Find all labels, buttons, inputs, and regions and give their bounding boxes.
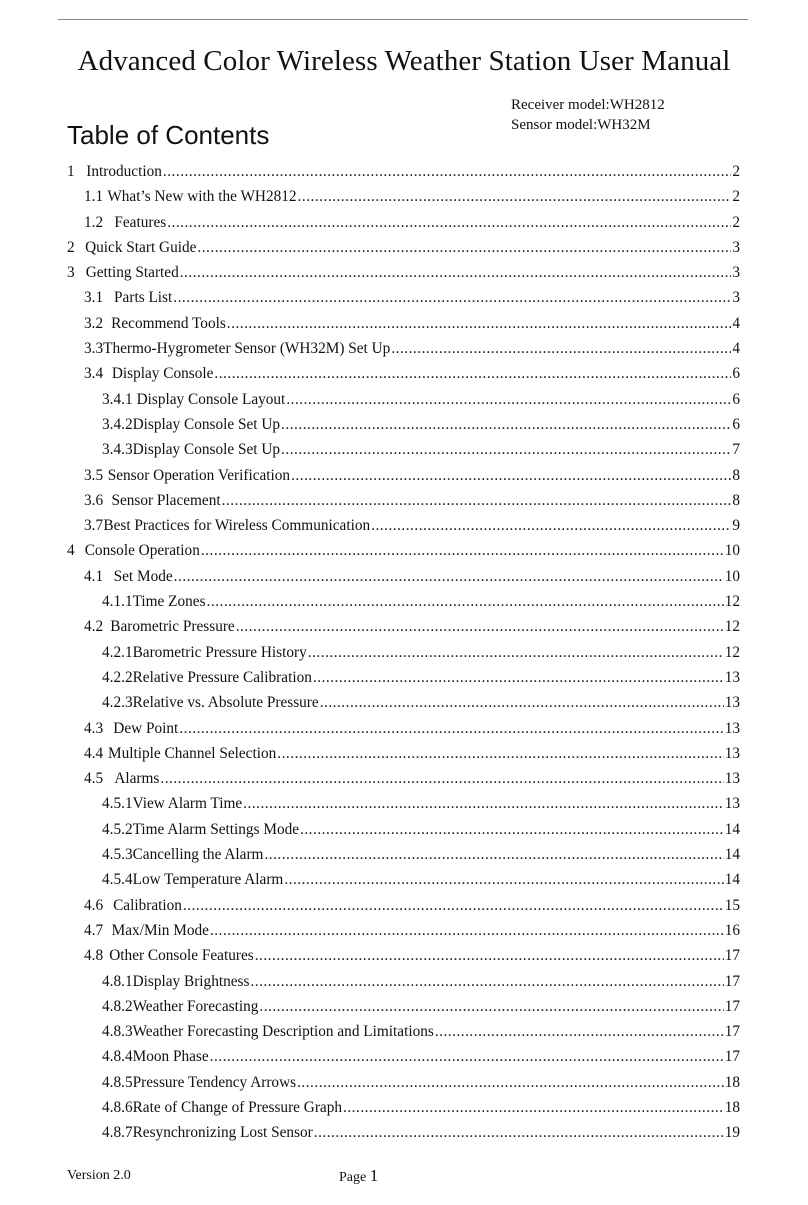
toc-entry-page: 16 [724, 921, 740, 939]
toc-entry-number: 4.2.2 [102, 668, 133, 686]
toc-entry-number: 3.2 [84, 314, 104, 332]
toc-entry-title[interactable]: Multiple Channel Selection [108, 744, 277, 762]
toc-entry-title[interactable]: Rate of Change of Pressure Graph [132, 1098, 343, 1116]
toc-dot-leader [210, 1048, 724, 1066]
toc-entry-page: 3 [732, 289, 740, 307]
toc-entry[interactable] [67, 973, 740, 998]
toc-entry-number: 4.2.3 [102, 694, 133, 712]
footer-page [339, 1166, 378, 1186]
toc-entry-page: 17 [724, 997, 740, 1015]
toc-dot-leader [163, 163, 731, 181]
toc-entry[interactable] [67, 897, 740, 922]
toc-entry[interactable] [67, 188, 740, 213]
toc-entry[interactable] [67, 593, 740, 618]
toc-entry-number: 3.4.3 [102, 441, 133, 459]
toc-entry-number: 4.5 [84, 770, 104, 788]
toc-entry-page: 12 [724, 618, 740, 636]
toc-entry[interactable] [67, 365, 740, 390]
toc-dot-leader [286, 391, 731, 409]
toc-entry[interactable] [67, 264, 740, 289]
document-title: Advanced Color Wireless Weather Station User Manual [77, 45, 731, 77]
toc-entry-number: 4 [67, 542, 75, 560]
toc-entry-page: 13 [724, 668, 740, 686]
toc-dot-leader [371, 517, 731, 535]
toc-dot-leader [435, 1023, 724, 1041]
toc-entry-number: 4.5.2 [102, 820, 133, 838]
toc-entry-number: 4.8.5 [102, 1073, 133, 1091]
toc-entry-number: 4.2.1 [102, 643, 133, 661]
toc-entry-number: 3.4 [84, 365, 104, 383]
toc-dot-leader [227, 315, 732, 333]
toc-entry-number: 4.8.4 [102, 1048, 133, 1066]
toc-entry-title[interactable]: Quick Start Guide [85, 238, 197, 256]
toc-entry-number: 4.5.4 [102, 871, 133, 889]
toc-entry-title[interactable]: Barometric Pressure [110, 618, 235, 636]
toc-entry-number: 4.8.2 [102, 997, 133, 1015]
toc-entry-title[interactable]: Time Alarm Settings Mode [132, 820, 300, 838]
toc-entry-title[interactable]: Dew Point [113, 719, 179, 737]
toc-entry-title[interactable]: Display Console Layout [136, 390, 286, 408]
toc-dot-leader [313, 669, 724, 687]
toc-entry-page: 18 [724, 1073, 740, 1091]
toc-entry[interactable] [67, 745, 740, 770]
toc-entry[interactable] [67, 947, 740, 972]
footer-version: Version 2.0 [67, 1168, 131, 1183]
toc-entry[interactable] [67, 1023, 740, 1048]
toc-entry-number: 4.3 [84, 719, 104, 737]
toc-entry-title[interactable]: Thermo-Hygrometer Sensor (WH32M) Set Up [103, 340, 391, 358]
toc-entry-page: 17 [724, 1023, 740, 1041]
toc-entry-number: 4.8.7 [102, 1124, 133, 1142]
toc-entry-number: 4.8.3 [102, 1023, 133, 1041]
toc-dot-leader [174, 568, 724, 586]
toc-dot-leader [210, 922, 724, 940]
toc-entry[interactable] [67, 568, 740, 593]
toc-entry-page: 13 [724, 694, 740, 712]
toc-entry[interactable] [67, 618, 740, 643]
toc-dot-leader [281, 441, 731, 459]
toc-entry-page: 14 [724, 820, 740, 838]
toc-entry-title[interactable]: Parts List [114, 289, 173, 307]
toc-dot-leader [222, 492, 732, 510]
toc-entry[interactable] [67, 1099, 740, 1124]
toc-dot-leader [255, 947, 724, 965]
toc-dot-leader [314, 1124, 724, 1142]
toc-entry-title[interactable]: Pressure Tendency Arrows [132, 1073, 297, 1091]
toc-entry[interactable] [67, 214, 740, 239]
toc-dot-leader [173, 289, 731, 307]
toc-entry-number: 1.1 [84, 188, 104, 206]
toc-entry-title[interactable]: Relative Pressure Calibration [132, 668, 312, 686]
toc-dot-leader [281, 416, 731, 434]
toc-dot-leader [214, 365, 731, 383]
toc-entry-title[interactable]: Weather Forecasting Description and Limitations [132, 1023, 434, 1041]
toc-entry-number: 3.7 [84, 517, 104, 535]
toc-entry-page: 6 [732, 415, 740, 433]
toc-entry[interactable] [67, 492, 740, 517]
toc-dot-leader [298, 188, 732, 206]
toc-entry-page: 4 [732, 340, 740, 358]
toc-dot-leader [236, 618, 724, 636]
toc-entry-page: 2 [732, 163, 740, 180]
toc-entry-title[interactable]: Time Zones [132, 593, 206, 611]
toc-entry-number: 4.8.1 [102, 972, 133, 990]
toc-entry-page: 3 [732, 264, 740, 282]
toc-entry-title[interactable]: Recommend Tools [111, 314, 226, 332]
toc-entry[interactable] [67, 644, 740, 669]
toc-entry[interactable] [67, 467, 740, 492]
toc-entry-number: 4.1 [84, 567, 104, 585]
toc-entry-title[interactable]: Cancelling the Alarm [132, 846, 264, 864]
toc-entry-page: 19 [724, 1124, 740, 1142]
toc-entry[interactable] [67, 1048, 740, 1073]
toc-dot-leader [300, 821, 724, 839]
toc-entry-page: 14 [724, 871, 740, 889]
toc-entry[interactable] [67, 441, 740, 466]
toc-entry[interactable] [67, 871, 740, 896]
toc-entry[interactable] [67, 720, 740, 745]
toc-entry-number: 4.5.1 [102, 795, 133, 813]
toc-entry-page: 14 [724, 846, 740, 864]
toc-entry-title[interactable]: Set Mode [113, 567, 173, 585]
toc-entry-title[interactable]: Sensor Operation Verification [107, 466, 291, 484]
toc-entry-title[interactable]: Other Console Features [109, 947, 254, 965]
toc-entry[interactable] [67, 315, 740, 340]
toc-entry[interactable] [67, 340, 740, 365]
toc-entry-page: 3 [732, 238, 740, 256]
toc-entry-number: 2 [67, 238, 75, 256]
toc-entry-title[interactable]: Getting Started [85, 264, 179, 282]
toc-entry-page: 15 [724, 896, 740, 914]
toc-entry-page: 10 [724, 567, 740, 585]
toc-entry-number: 4.7 [84, 921, 104, 939]
toc-entry-number: 3.6 [84, 491, 104, 509]
toc-entry-number: 4.8.6 [102, 1098, 133, 1116]
toc-entry-title[interactable]: Max/Min Mode [111, 921, 209, 939]
toc-entry[interactable] [67, 998, 740, 1023]
toc-entry-number: 3.3 [84, 340, 104, 358]
toc-entry-page: 6 [732, 365, 740, 383]
toc-dot-leader [343, 1099, 724, 1117]
toc-entry[interactable] [67, 694, 740, 719]
toc-entry-title[interactable]: What’s New with the WH2812 [107, 188, 297, 206]
toc-dot-leader [183, 897, 724, 915]
toc-entry-title[interactable]: Moon Phase [132, 1048, 209, 1066]
toc-entry-page: 6 [732, 390, 740, 408]
toc-entry[interactable] [67, 542, 740, 567]
toc-entry-number: 4.8 [84, 947, 104, 965]
toc-entry[interactable] [67, 1124, 740, 1149]
toc-dot-leader [207, 593, 724, 611]
toc-dot-leader [277, 745, 723, 763]
toc-dot-leader [180, 264, 732, 282]
toc-dot-leader [297, 1074, 724, 1092]
toc-entry-number: 3 [67, 264, 75, 282]
model-info [511, 95, 665, 135]
toc-entry-number: 3.1 [84, 289, 104, 307]
toc-entry-number: 4.4 [84, 744, 104, 762]
toc-entry-number: 4.6 [84, 896, 104, 914]
toc-dot-leader [160, 770, 723, 788]
header-rule [58, 19, 748, 20]
toc-entry[interactable] [67, 391, 740, 416]
toc-entry-title[interactable]: Alarms [114, 770, 160, 788]
toc-entry[interactable] [67, 163, 740, 188]
toc-entry-title[interactable]: Sensor Placement [111, 491, 221, 509]
toc-entry[interactable] [67, 289, 740, 314]
toc-dot-leader [264, 846, 723, 864]
toc-dot-leader [250, 973, 723, 991]
toc-entry-page: 13 [724, 770, 740, 788]
toc-entry-title[interactable]: Display Console Set Up [132, 415, 281, 433]
toc-entry-page: 9 [732, 517, 740, 535]
toc-entry[interactable] [67, 821, 740, 846]
toc-dot-leader [259, 998, 723, 1016]
toc-entry-title[interactable]: Relative vs. Absolute Pressure [132, 694, 319, 712]
toc-dot-leader [320, 694, 724, 712]
toc-entry-page: 13 [724, 719, 740, 737]
toc-entry-page: 8 [732, 466, 740, 484]
toc-entry-title[interactable]: Calibration [113, 896, 182, 914]
toc-entry-title[interactable]: Display Brightness [132, 972, 250, 990]
toc-entry[interactable] [67, 1074, 740, 1099]
toc-entry-page: 2 [732, 188, 740, 206]
toc-entry-page: 17 [724, 1048, 740, 1066]
toc-entry-number: 3.5 [84, 466, 104, 484]
toc-dot-leader [243, 795, 724, 813]
toc-entry[interactable] [67, 239, 740, 264]
toc-dot-leader [284, 871, 723, 889]
toc-entry[interactable] [67, 669, 740, 694]
toc-entry-page: 17 [724, 972, 740, 990]
toc-dot-leader [308, 644, 724, 662]
toc-entry-number: 3.4.1 [102, 390, 133, 408]
toc-entry-title[interactable]: Weather Forecasting [132, 997, 259, 1015]
toc-entry-page: 4 [732, 314, 740, 332]
toc-entry-title[interactable]: Console Operation [84, 542, 200, 560]
toc-entry[interactable] [67, 846, 740, 871]
toc-entry-title[interactable]: Display Console Set Up [132, 441, 281, 459]
toc-dot-leader [179, 720, 723, 738]
toc-entry-number: 1.2 [84, 213, 104, 231]
toc-entry-page: 13 [724, 744, 740, 762]
toc-entry-number: 3.4.2 [102, 415, 133, 433]
toc-entry-page: 12 [724, 643, 740, 661]
toc-dot-leader [201, 542, 724, 560]
toc-entry-number: 1 [67, 163, 75, 180]
footer-page-number: 1 [369, 1166, 379, 1185]
toc-entry[interactable] [67, 770, 740, 795]
toc-entry-number: 4.2 [84, 618, 104, 636]
toc-heading: Table of Contents [67, 120, 270, 150]
toc-entry[interactable] [67, 416, 740, 441]
toc-entry[interactable] [67, 517, 740, 542]
toc-entry[interactable] [67, 795, 740, 820]
toc-entry-page: 12 [724, 593, 740, 611]
toc-dot-leader [291, 467, 731, 485]
toc-entry-page: 8 [732, 491, 740, 509]
toc-entry-title[interactable]: Barometric Pressure History [132, 643, 307, 661]
sensor-model: Sensor model:WH32M [511, 117, 651, 133]
toc-entry-page: 18 [724, 1098, 740, 1116]
toc-dot-leader [197, 239, 731, 257]
receiver-model: Receiver model:WH2812 [511, 97, 665, 113]
toc-entry-page: 17 [724, 947, 740, 965]
toc-entry-page: 13 [724, 795, 740, 813]
toc-entry-number: 4.1.1 [102, 593, 133, 611]
table-of-contents [67, 163, 740, 1150]
toc-entry-title[interactable]: Features [114, 213, 167, 231]
toc-entry[interactable] [67, 922, 740, 947]
toc-entry-title[interactable]: Low Temperature Alarm [132, 871, 284, 889]
toc-entry-title[interactable]: View Alarm Time [132, 795, 243, 813]
toc-entry-title[interactable]: Resynchronizing Lost Sensor [132, 1124, 313, 1142]
toc-entry-page: 10 [724, 542, 740, 560]
toc-entry-title[interactable]: Introduction [86, 163, 162, 180]
toc-dot-leader [391, 340, 731, 358]
toc-entry-page: 2 [732, 213, 740, 231]
toc-entry-title[interactable]: Best Practices for Wireless Communication [103, 517, 371, 535]
toc-entry-page: 7 [732, 441, 740, 459]
toc-entry-title[interactable]: Display Console [111, 365, 214, 383]
footer-page-label: Page [339, 1170, 367, 1185]
toc-dot-leader [167, 214, 731, 232]
toc-entry-number: 4.5.3 [102, 846, 133, 864]
